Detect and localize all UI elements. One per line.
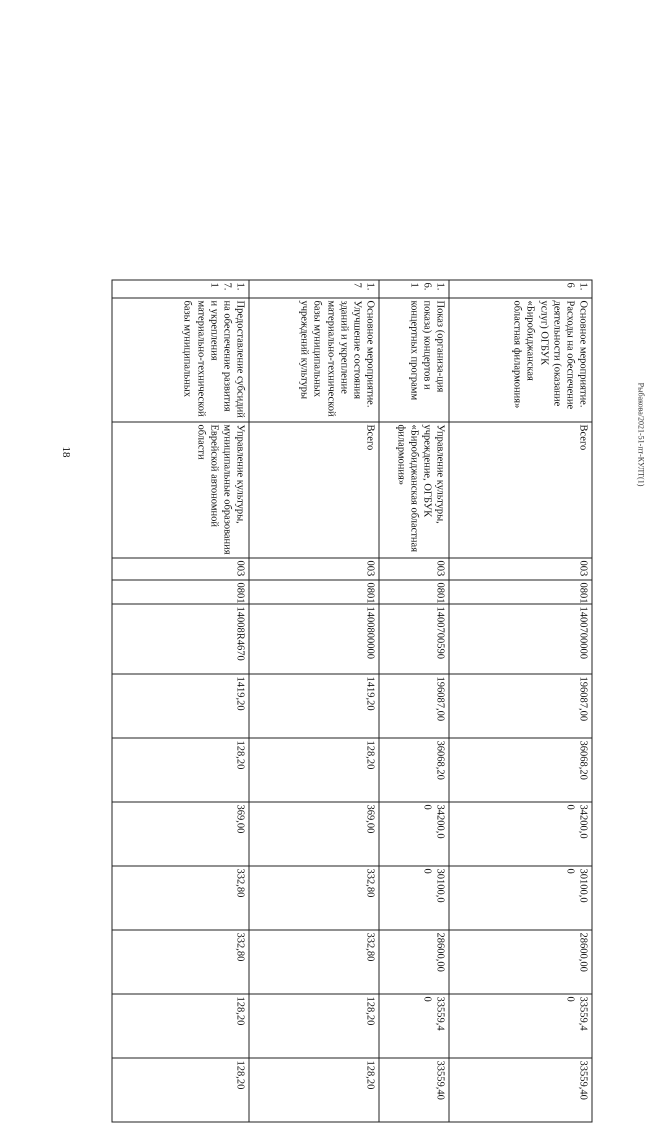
budget-table <box>112 280 593 1123</box>
year-2024-value: 33559,4 0 <box>379 994 449 1058</box>
year-2020-value: 128,20 <box>112 738 249 802</box>
responsible-executor: Управление культуры, муниципальные образования Еврейской автономной области <box>112 422 249 558</box>
csr-code: 14008R4670 <box>112 604 249 674</box>
grbs-code: 003 <box>379 558 449 580</box>
total-value: 1419,20 <box>112 674 249 738</box>
event-name: Основное мероприятие. Расходы на обеспечение деятельности (оказание услуг) ОГБУК «Биробиджанская областная филармония» <box>449 298 592 422</box>
footer-code: Рыбакова/2021-51-пт-КУЛТ(1) <box>636 382 646 487</box>
year-2021-value: 369,00 <box>112 802 249 866</box>
year-2025-value: 33559,40 <box>449 1058 592 1122</box>
rz-pr-code: 0801 <box>249 580 379 604</box>
year-2025-value: 128,20 <box>112 1058 249 1122</box>
year-2023-value: 332,80 <box>112 930 249 994</box>
year-2025-value: 33559,40 <box>379 1058 449 1122</box>
year-2023-value: 28600,00 <box>449 930 592 994</box>
year-2024-value: 128,20 <box>249 994 379 1058</box>
csr-code: 1400700590 <box>379 604 449 674</box>
rz-pr-code: 0801 <box>379 580 449 604</box>
grbs-code: 003 <box>249 558 379 580</box>
year-2023-value: 332,80 <box>249 930 379 994</box>
row-number: 1. 7. 1 <box>112 280 249 298</box>
csr-code: 1400800000 <box>249 604 379 674</box>
total-value: 1419,20 <box>249 674 379 738</box>
grbs-code: 003 <box>449 558 592 580</box>
year-2021-value: 34200,0 0 <box>449 802 592 866</box>
event-name: Предоставление субсидий на обеспечение развития и укрепления материально-технической базы муниципальных <box>112 298 249 422</box>
table-row <box>249 280 379 1122</box>
year-2025-value: 128,20 <box>249 1058 379 1122</box>
year-2022-value: 30100,0 0 <box>379 866 449 930</box>
total-value: 196087,00 <box>379 674 449 738</box>
event-name: Основное мероприятие. Улучшение состояния зданий и укрепление материально-технической базы муниципальных учреждений культуры <box>249 298 379 422</box>
table-row <box>112 280 249 1122</box>
row-number: 1. 7 <box>249 280 379 298</box>
rz-pr-code: 0801 <box>449 580 592 604</box>
year-2022-value: 30100,0 0 <box>449 866 592 930</box>
page-number: 18 <box>60 446 72 458</box>
year-2020-value: 36068,20 <box>379 738 449 802</box>
event-name: Показ (организа-ция показа) концертов и концертных программ <box>379 298 449 422</box>
row-number: 1. 6 <box>449 280 592 298</box>
rotated-table-wrapper <box>113 280 593 1100</box>
year-2020-value: 36068,20 <box>449 738 592 802</box>
year-2022-value: 332,80 <box>249 866 379 930</box>
csr-code: 1400700000 <box>449 604 592 674</box>
year-2021-value: 369,00 <box>249 802 379 866</box>
year-2022-value: 332,80 <box>112 866 249 930</box>
responsible-executor: Управление культуры, учреждение, ОГБУК «Биробиджанская областная филармония» <box>379 422 449 558</box>
year-2024-value: 33559,4 0 <box>449 994 592 1058</box>
responsible-executor: Всего <box>449 422 592 558</box>
year-2020-value: 128,20 <box>249 738 379 802</box>
year-2023-value: 28600,00 <box>379 930 449 994</box>
responsible-executor: Всего <box>249 422 379 558</box>
year-2021-value: 34200,0 0 <box>379 802 449 866</box>
total-value: 196087,00 <box>449 674 592 738</box>
table-row <box>449 280 592 1122</box>
row-number: 1. 6. 1 <box>379 280 449 298</box>
year-2024-value: 128,20 <box>112 994 249 1058</box>
grbs-code: 003 <box>112 558 249 580</box>
table-row <box>379 280 449 1122</box>
rz-pr-code: 0801 <box>112 580 249 604</box>
